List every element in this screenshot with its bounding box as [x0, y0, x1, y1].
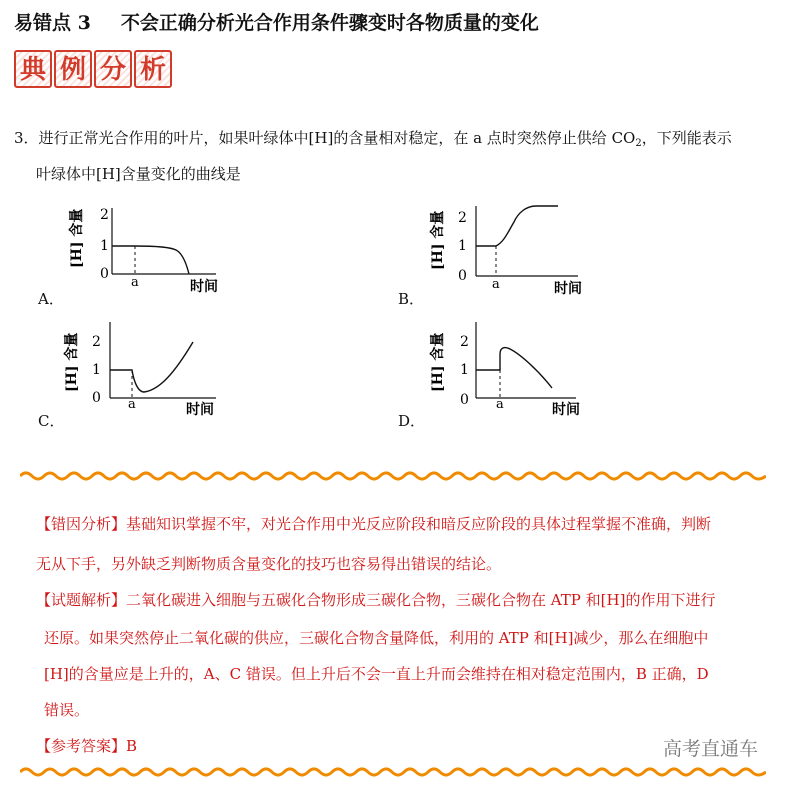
answer-value: B	[126, 737, 138, 755]
curve-a	[112, 246, 189, 274]
solution-line-1	[36, 590, 715, 610]
x-axis-label: 时间	[190, 279, 218, 295]
stamp-char-4: 析	[134, 50, 172, 88]
tick-1: 1	[458, 238, 467, 254]
x-axis-label: 时间	[186, 402, 214, 418]
y-axis-label: [H] 含量	[430, 332, 446, 392]
tick-2: 2	[460, 334, 469, 350]
graph-d	[420, 320, 600, 420]
curve-d	[476, 348, 552, 388]
error-cause-line-2: 无从下手，另外缺乏判断物质含量变化的技巧也容易得出错误的结论。	[36, 555, 502, 573]
solution-line-3: [H]的含量应是上升的，A、C 错误。但上升后不会一直上升而会维持在相对稳定范围内，B 正确，D	[44, 665, 709, 683]
x-axis-label: 时间	[554, 281, 582, 297]
marker-a: a	[131, 275, 139, 290]
wavy-divider-top	[20, 470, 766, 482]
graph-a	[60, 204, 240, 304]
wavy-divider-bottom	[20, 766, 766, 778]
question-line-2: 叶绿体中[H]含量变化的曲线是	[36, 165, 241, 183]
stamp-char-1: 典	[14, 50, 52, 88]
tick-1: 1	[460, 362, 469, 378]
tick-2: 2	[92, 334, 101, 350]
error-cause-text: 基础知识掌握不牢，对光合作用中光反应阶段和暗反应阶段的具体过程掌握不准确，判断	[126, 515, 712, 533]
tick-2: 2	[458, 210, 467, 226]
question-line-1	[14, 128, 732, 154]
error-cause-tag: 【错因分析】	[36, 515, 127, 533]
answer-line	[36, 736, 137, 756]
curve-c	[110, 342, 193, 392]
question-text: 3．进行正常光合作用的叶片，如果叶绿体中[H]的含量相对稳定，在 a 点时突然停止供给 CO	[14, 129, 636, 147]
title-label: 易错点 3	[14, 12, 91, 34]
solution-tag: 【试题解析】	[36, 591, 127, 609]
option-c-label: C．	[38, 412, 65, 430]
graph-b	[420, 202, 600, 302]
tick-0: 0	[458, 268, 467, 284]
error-cause-line-1	[36, 514, 711, 534]
solution-line-2: 还原。如果突然停止二氧化碳的供应，三碳化合物含量降低，利用的 ATP 和[H]减少，那么在细胞中	[44, 629, 709, 647]
option-d-label: D．	[398, 412, 426, 430]
example-analysis-stamp	[14, 50, 172, 88]
tick-0: 0	[460, 392, 469, 408]
stamp-char-2: 例	[54, 50, 92, 88]
option-b-label: B．	[398, 290, 425, 308]
co2-subscript: 2	[635, 138, 642, 149]
graph-c	[60, 320, 240, 420]
watermark: 高考直通车	[662, 738, 758, 760]
x-axis-label: 时间	[552, 402, 580, 418]
solution-text: 二氧化碳进入细胞与五碳化合物形成三碳化合物，三碳化合物在 ATP 和[H]的作用下进行	[126, 591, 716, 609]
y-axis-label: [H] 含量	[64, 332, 80, 392]
answer-tag: 【参考答案】	[36, 737, 127, 755]
tick-1: 1	[100, 238, 109, 254]
curve-b	[476, 206, 558, 246]
y-axis-label: [H] 含量	[69, 208, 85, 268]
option-a-label: A．	[38, 290, 64, 308]
y-axis-label: [H] 含量	[430, 210, 446, 270]
marker-a: a	[128, 397, 136, 412]
stamp-char-3: 分	[94, 50, 132, 88]
title-text: 不会正确分析光合作用条件骤变时各物质量的变化	[120, 12, 539, 34]
solution-line-4: 错误。	[44, 701, 90, 719]
marker-a: a	[492, 277, 500, 292]
tick-2: 2	[100, 207, 109, 223]
tick-0: 0	[92, 390, 101, 406]
tick-0: 0	[100, 266, 109, 282]
question-text-end: ，下列能表示	[641, 129, 732, 147]
marker-a: a	[496, 397, 504, 412]
tick-1: 1	[92, 362, 101, 378]
section-title	[14, 8, 539, 35]
